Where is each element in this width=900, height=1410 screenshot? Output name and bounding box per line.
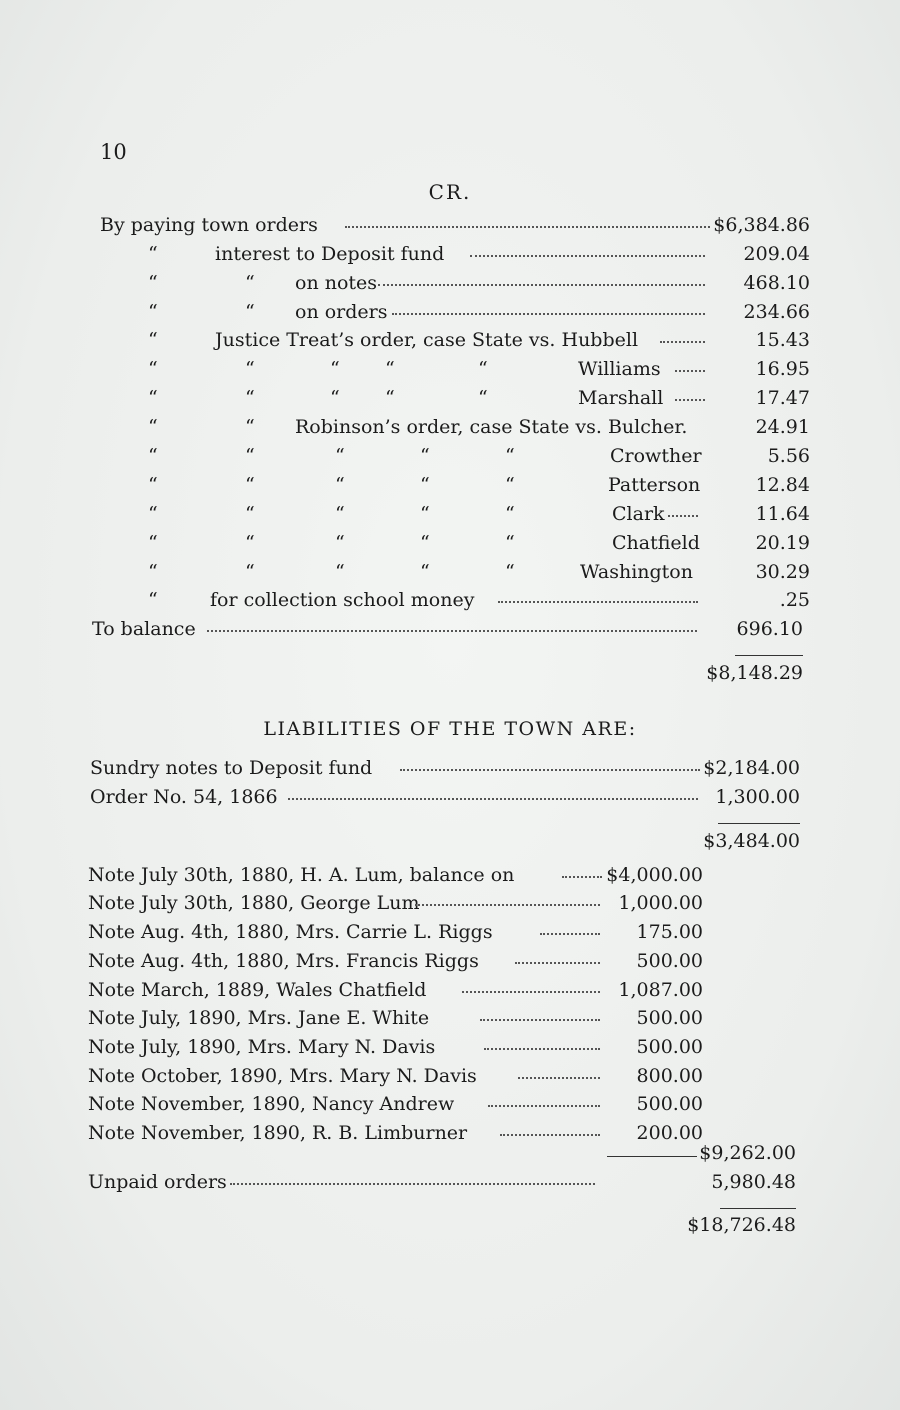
- note-row: [0, 918, 900, 946]
- cr-row-on-orders: [0, 298, 900, 326]
- dot-leader: [462, 991, 600, 993]
- note-row-amount: 1,000.00: [618, 892, 703, 914]
- cr-row-amount: 30.29: [755, 561, 810, 583]
- note-row: [0, 1004, 900, 1032]
- ditto-mark: “: [148, 503, 158, 525]
- cr-row-to-balance: [0, 615, 900, 643]
- ditto-mark: “: [148, 358, 158, 380]
- cr-row-amount: 209.04: [743, 243, 810, 265]
- ditto-mark: “: [245, 532, 255, 554]
- ditto-mark: “: [420, 445, 430, 467]
- ditto-mark: “: [385, 358, 395, 380]
- note-row: [0, 976, 900, 1004]
- cr-row-label: on orders: [295, 301, 388, 323]
- ditto-mark: “: [245, 272, 255, 294]
- dot-leader: [415, 904, 600, 906]
- cr-row-label: interest to Deposit fund: [215, 243, 445, 265]
- page-number: 10: [100, 140, 127, 164]
- cr-heading: CR.: [428, 180, 472, 204]
- liabilities-heading: LIABILITIES OF THE TOWN ARE:: [263, 718, 637, 740]
- ditto-mark: “: [385, 387, 395, 409]
- dot-leader: [498, 601, 698, 603]
- ditto-mark: “: [335, 445, 345, 467]
- cr-row-williams: [0, 355, 900, 383]
- note-row: [0, 1062, 900, 1090]
- liability-row-amount: $2,184.00: [703, 757, 800, 779]
- ditto-mark: “: [148, 532, 158, 554]
- ditto-mark: “: [335, 474, 345, 496]
- note-row-label: Note July 30th, 1880, H. A. Lum, balance on: [88, 864, 515, 886]
- cr-row-on-notes: [0, 269, 900, 297]
- note-row-amount: 200.00: [636, 1122, 703, 1144]
- note-row-label: Note November, 1890, Nancy Andrew: [88, 1093, 455, 1115]
- liability-row-order-54: [0, 783, 900, 811]
- liability-row-label: Sundry notes to Deposit fund: [90, 757, 373, 779]
- dot-leader: [518, 1077, 600, 1079]
- ditto-mark: “: [420, 503, 430, 525]
- ditto-mark: “: [148, 474, 158, 496]
- dot-leader: [500, 1134, 600, 1136]
- cr-row-amount: $6,384.86: [713, 214, 810, 236]
- dot-leader: [668, 515, 698, 517]
- cr-row-crowther: [0, 442, 900, 470]
- cr-row-town-orders: [0, 211, 900, 239]
- dot-leader: [400, 769, 700, 771]
- ditto-mark: “: [148, 272, 158, 294]
- note-row-label: Note Aug. 4th, 1880, Mrs. Francis Riggs: [88, 950, 479, 972]
- dot-leader: [480, 1019, 600, 1021]
- note-row-amount: 175.00: [636, 921, 703, 943]
- note-row-amount: 500.00: [636, 950, 703, 972]
- ditto-mark: “: [335, 561, 345, 583]
- cr-row-amount: 696.10: [736, 618, 803, 640]
- ditto-mark: “: [245, 387, 255, 409]
- ditto-mark: “: [245, 416, 255, 438]
- dot-leader: [345, 226, 710, 228]
- dot-leader: [484, 1048, 600, 1050]
- note-row: [0, 861, 900, 889]
- dot-leader: [392, 313, 705, 315]
- cr-row-marshall: [0, 384, 900, 412]
- cr-row-label: Robinson’s order, case State vs. Bulcher.: [295, 416, 688, 438]
- ditto-mark: “: [478, 387, 488, 409]
- cr-row-amount: .25: [779, 589, 810, 611]
- ditto-mark: “: [148, 329, 158, 351]
- note-row-label: Note Aug. 4th, 1880, Mrs. Carrie L. Riggs: [88, 921, 493, 943]
- cr-total-rule: [735, 655, 803, 656]
- note-row-amount: 500.00: [636, 1036, 703, 1058]
- dot-leader: [230, 1183, 595, 1185]
- grand-total: $18,726.48: [687, 1214, 796, 1236]
- ditto-mark: “: [245, 474, 255, 496]
- cr-row-school-money: [0, 586, 900, 614]
- cr-row-patterson: [0, 471, 900, 499]
- cr-row-label: Marshall: [578, 387, 664, 409]
- liability-row-unpaid-orders: [0, 1168, 900, 1196]
- cr-row-label: Crowther: [610, 445, 702, 467]
- ditto-mark: “: [420, 532, 430, 554]
- ditto-mark: “: [245, 445, 255, 467]
- cr-row-interest-deposit: [0, 240, 900, 268]
- ditto-mark: “: [505, 474, 515, 496]
- liability-row-sundry-notes: [0, 754, 900, 782]
- ditto-mark: “: [245, 561, 255, 583]
- ditto-mark: “: [505, 561, 515, 583]
- ditto-mark: “: [335, 532, 345, 554]
- ditto-mark: “: [505, 532, 515, 554]
- cr-row-amount: 5.56: [767, 445, 810, 467]
- ditto-mark: “: [335, 503, 345, 525]
- cr-row-label: Washington: [580, 561, 693, 583]
- ditto-mark: “: [148, 445, 158, 467]
- cr-row-amount: 16.95: [755, 358, 810, 380]
- cr-row-label: Patterson: [608, 474, 701, 496]
- cr-row-amount: 20.19: [755, 532, 810, 554]
- cr-row-label: on notes: [295, 272, 378, 294]
- liability-row-label: Unpaid orders: [88, 1171, 227, 1193]
- note-row-label: Note October, 1890, Mrs. Mary N. Davis: [88, 1065, 477, 1087]
- cr-row-label: Williams: [578, 358, 661, 380]
- dot-leader: [470, 255, 705, 257]
- liability-row-amount: 5,980.48: [711, 1171, 796, 1193]
- dot-leader: [288, 798, 698, 800]
- note-row: [0, 889, 900, 917]
- notes-total: $9,262.00: [699, 1142, 796, 1164]
- ditto-mark: “: [148, 589, 158, 611]
- note-row-label: Note July 30th, 1880, George Lum: [88, 892, 420, 914]
- dot-leader: [515, 962, 600, 964]
- grand-total-rule: [720, 1208, 796, 1209]
- ditto-mark: “: [420, 474, 430, 496]
- ditto-mark: “: [245, 358, 255, 380]
- note-row-amount: 500.00: [636, 1007, 703, 1029]
- ditto-mark: “: [330, 387, 340, 409]
- cr-row-label: for collection school money: [210, 589, 475, 611]
- cr-row-amount: 24.91: [755, 416, 810, 438]
- ditto-mark: “: [245, 301, 255, 323]
- cr-row-label: Clark: [612, 503, 665, 525]
- note-row: [0, 1090, 900, 1118]
- dot-leader: [660, 341, 705, 343]
- liability-row-label: Order No. 54, 1866: [90, 786, 278, 808]
- note-row-label: Note July, 1890, Mrs. Mary N. Davis: [88, 1036, 436, 1058]
- cr-row-amount: 11.64: [755, 503, 810, 525]
- cr-row-amount: 12.84: [755, 474, 810, 496]
- dot-leader: [207, 630, 697, 632]
- dot-leader: [488, 1105, 600, 1107]
- note-row: [0, 1033, 900, 1061]
- note-row: [0, 947, 900, 975]
- liability-row-amount: 1,300.00: [715, 786, 800, 808]
- cr-row-treat-hubbell: [0, 326, 900, 354]
- ditto-mark: “: [245, 503, 255, 525]
- ditto-mark: “: [148, 416, 158, 438]
- note-row-amount: $4,000.00: [606, 864, 703, 886]
- cr-row-label: Justice Treat’s order, case State vs. Hubbell: [215, 329, 639, 351]
- ditto-mark: “: [148, 243, 158, 265]
- ditto-mark: “: [148, 301, 158, 323]
- ditto-mark: “: [148, 387, 158, 409]
- cr-row-label: By paying town orders: [100, 214, 318, 236]
- ditto-mark: “: [478, 358, 488, 380]
- ditto-mark: “: [330, 358, 340, 380]
- note-row-label: Note March, 1889, Wales Chatfield: [88, 979, 427, 1001]
- cr-row-label: Chatfield: [612, 532, 700, 554]
- ditto-mark: “: [420, 561, 430, 583]
- note-row-label: Note November, 1890, R. B. Limburner: [88, 1122, 468, 1144]
- note-row-amount: 500.00: [636, 1093, 703, 1115]
- note-row-amount: 800.00: [636, 1065, 703, 1087]
- cr-row-clark: [0, 500, 900, 528]
- cr-row-amount: 234.66: [743, 301, 810, 323]
- ditto-mark: “: [505, 503, 515, 525]
- cr-row-chatfield: [0, 529, 900, 557]
- ditto-mark: “: [148, 561, 158, 583]
- cr-row-robinson-bulcher: [0, 413, 900, 441]
- cr-row-amount: 15.43: [755, 329, 810, 351]
- cr-row-amount: 468.10: [743, 272, 810, 294]
- dot-leader: [378, 284, 705, 286]
- cr-row-amount: 17.47: [755, 387, 810, 409]
- liability-subtotal-rule: [718, 823, 800, 824]
- cr-row-washington: [0, 558, 900, 586]
- cr-row-label: To balance: [92, 618, 196, 640]
- note-row-label: Note July, 1890, Mrs. Jane E. White: [88, 1007, 430, 1029]
- ditto-mark: “: [505, 445, 515, 467]
- note-row-amount: 1,087.00: [618, 979, 703, 1001]
- liability-subtotal: $3,484.00: [703, 830, 800, 852]
- cr-total: $8,148.29: [706, 662, 803, 684]
